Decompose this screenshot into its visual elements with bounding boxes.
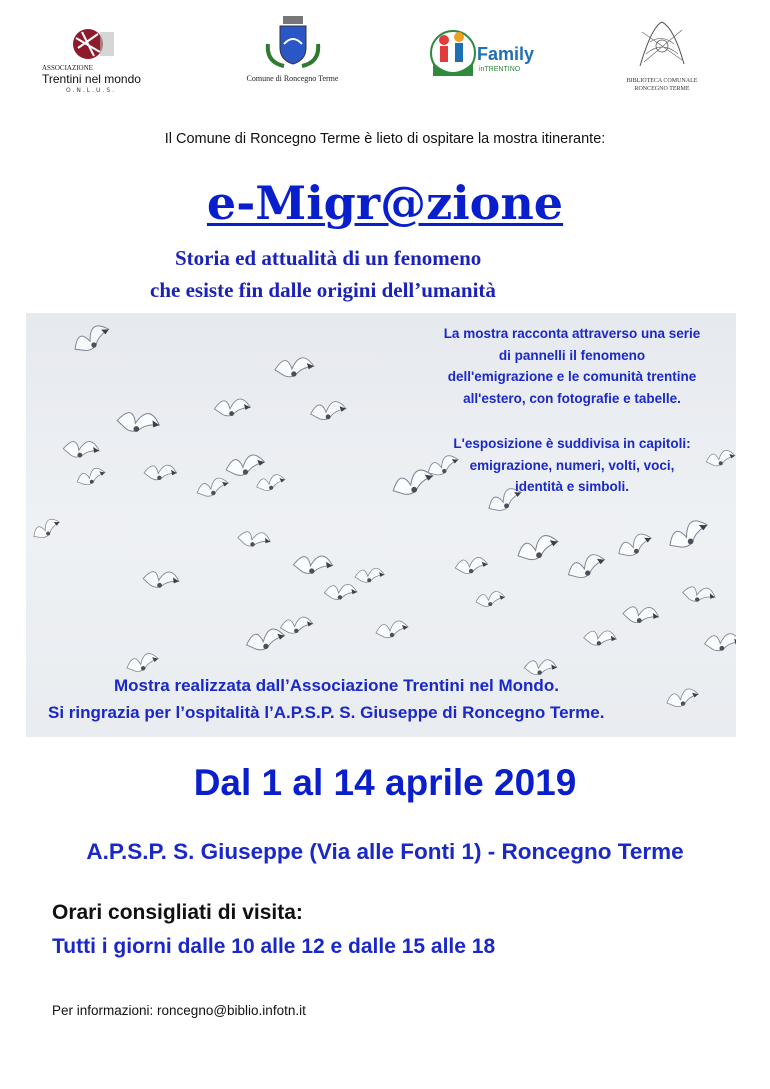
credit-line2: Si ringrazia per l’ospitalità l’A.P.S.P. S. Giuseppe di Roncegno Terme. [48, 703, 605, 722]
seagull-shape [615, 532, 654, 559]
family-figures-icon [429, 26, 477, 80]
seagull-shape [324, 581, 358, 603]
description-line: all'estero, con fotografie e tabelle. [463, 390, 681, 406]
seagull-shape [516, 534, 561, 562]
seagull-shape [292, 551, 334, 579]
seagull-shape [256, 474, 286, 491]
seagull-shape [62, 436, 101, 462]
trentini-nel-mondo-logo [38, 22, 148, 94]
exhibition-venue: A.P.S.P. S. Giuseppe (Via alle Fonti 1) - Roncegno Terme [86, 839, 684, 864]
contact-info: Per informazioni: roncegno@biblio.infotn.it [52, 1003, 306, 1018]
seagull-shape [376, 621, 408, 638]
seagull-shape [523, 656, 557, 678]
seagull-shape [76, 467, 107, 486]
description-paragraph-1 [402, 323, 736, 409]
family-sub: inTRENTINO [479, 66, 521, 73]
seagull-shape [280, 616, 313, 634]
seagull-shape [142, 566, 181, 593]
seagull-shape [310, 401, 346, 421]
description-line: emigrazione, numeri, volti, voci, [469, 457, 675, 473]
seagull-shape [274, 355, 314, 378]
seagull-shape [355, 566, 385, 584]
family-label: Family [477, 44, 535, 64]
atm-line2: Trentini nel mondo [42, 72, 141, 86]
family-in-trentino-logo [427, 24, 542, 84]
description-line: L'esposizione è suddivisa in capitoli: [453, 436, 691, 451]
atm-line3: O.N.L.U.S. [66, 87, 117, 94]
seagull-shape [666, 688, 699, 708]
seagulls-photo [26, 313, 736, 737]
comune-logo [240, 14, 345, 94]
seagull-shape [126, 653, 160, 673]
coat-of-arms-icon [264, 14, 322, 70]
seagull-shape [236, 526, 272, 552]
description-line: dell'emigrazione e le comunità trentine [447, 369, 697, 384]
seagull-shape [143, 461, 178, 484]
atm-line1: ASSOCIAZIONE [42, 64, 93, 72]
intro-text: Il Comune di Roncegno Terme è lieto di ospitare la mostra itinerante: [164, 131, 606, 147]
atm-emblem-icon [72, 26, 116, 62]
seagull-shape [226, 455, 265, 476]
hours-label: Orari consigliati di visita: [52, 901, 303, 924]
description-paragraph-2 [402, 433, 736, 498]
seagull-shape [214, 396, 251, 419]
exhibition-dates: Dal 1 al 14 aprile 2019 [193, 762, 577, 803]
seagull-shape [622, 601, 661, 628]
comune-label: Comune di Roncegno Terme [246, 74, 339, 83]
seagull-shape [70, 322, 113, 354]
biblioteca-sketch-icon [632, 16, 692, 76]
seagull-shape [246, 628, 285, 650]
seagull-shape [196, 477, 230, 498]
seagull-shape [455, 556, 488, 575]
description-line: La mostra racconta attraverso una serie [443, 326, 701, 341]
seagull-shape [115, 405, 161, 438]
biblio-line2: RONCEGNO TERME [634, 86, 690, 92]
exhibition-title: e-Migr@zione [206, 176, 564, 230]
description-line: di pannelli il fenomeno [498, 347, 646, 363]
seagull-shape [704, 631, 736, 654]
biblioteca-logo [612, 16, 712, 96]
seagull-shape [665, 518, 711, 552]
seagull-shape [476, 591, 505, 607]
subtitle-line2: che esiste fin dalle origini dell’umanità [150, 278, 496, 302]
seagull-shape [583, 626, 618, 650]
seagull-shape [30, 517, 62, 541]
seagull-shape [681, 581, 717, 607]
description-line: identità e simboli. [514, 479, 630, 494]
seagull-shape [565, 553, 607, 581]
credit-line1: Mostra realizzata dall’Associazione Trentini nel Mondo. [114, 676, 559, 695]
subtitle-line1: Storia ed attualità di un fenomeno [175, 246, 482, 270]
biblio-line1: BIBLIOTECA COMUNALE [626, 78, 698, 84]
opening-hours: Tutti i giorni dalle 10 alle 12 e dalle 15 alle 18 [52, 935, 496, 958]
